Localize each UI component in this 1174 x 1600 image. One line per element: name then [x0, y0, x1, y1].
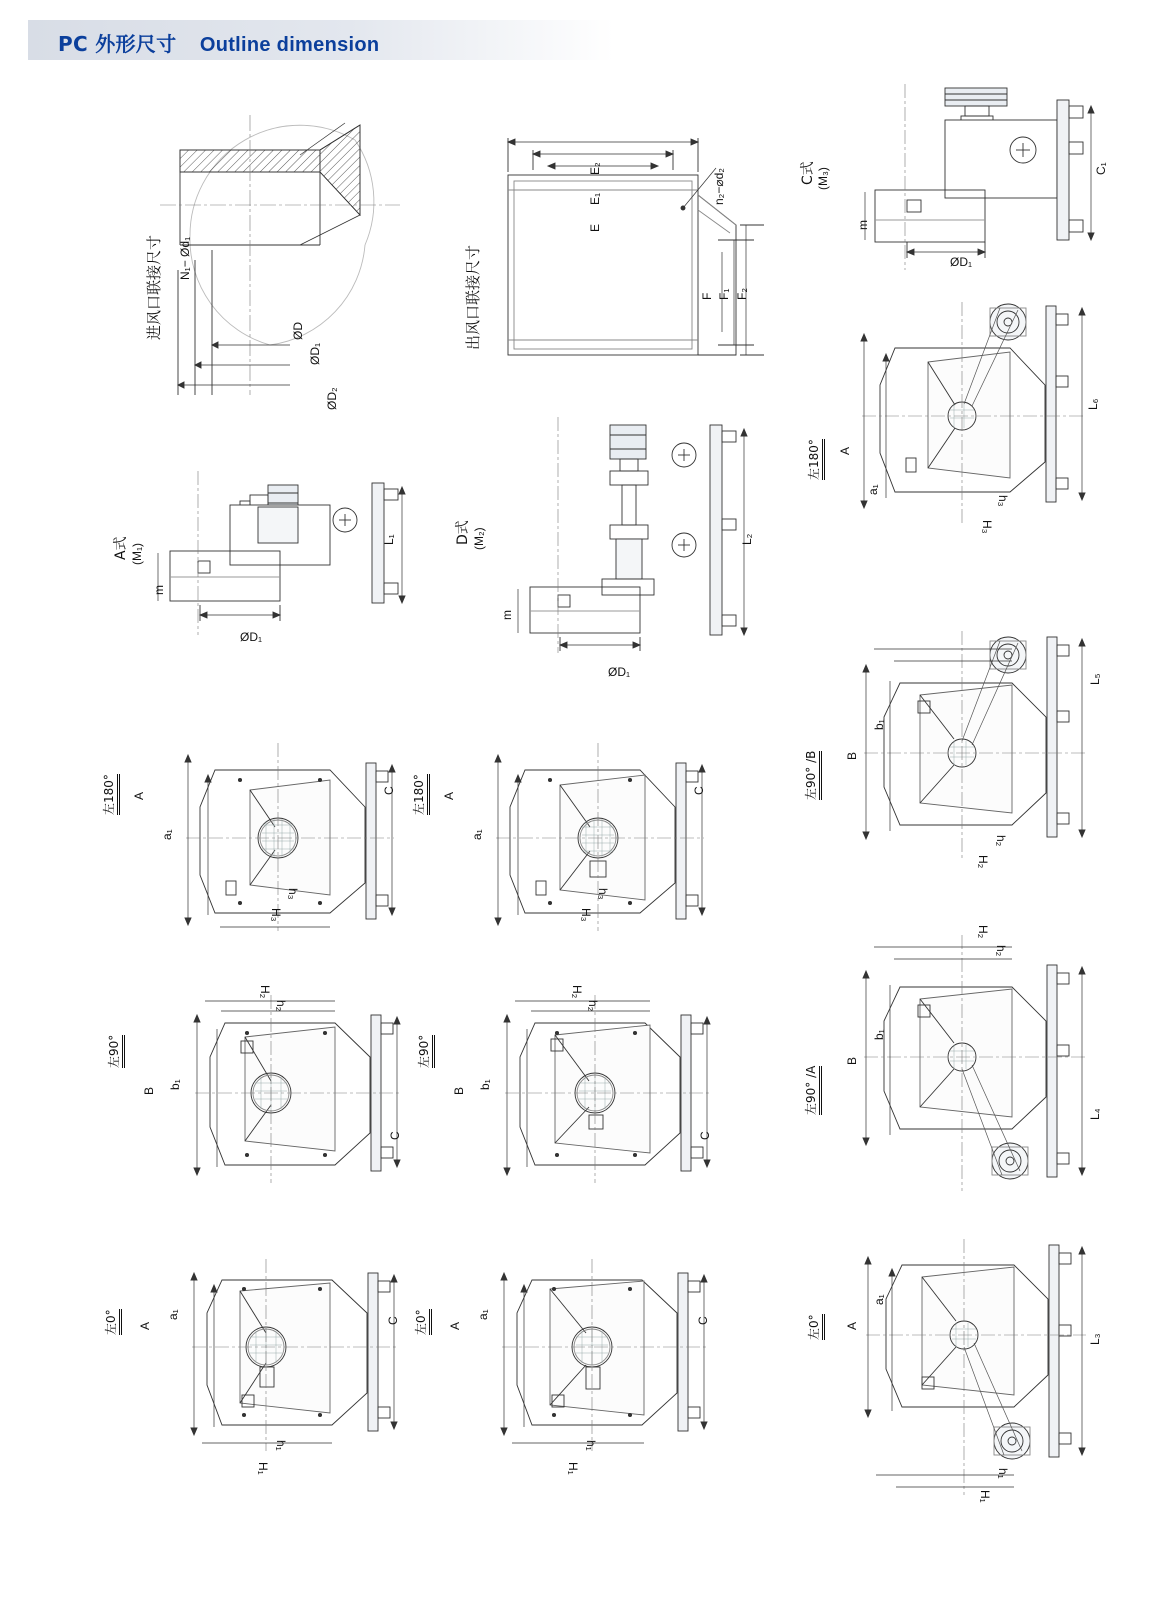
view-left0-col3-label-a: A	[845, 1321, 859, 1330]
view-left180-col2-label-h3: H₃	[579, 908, 593, 922]
view-left0-col3-drawing	[850, 1235, 1090, 1500]
outlet-label-n2d2: n₂−⌀d₂	[712, 168, 726, 205]
outlet-label-e2: E₂	[588, 162, 602, 175]
view-left90-b-col3-label-b: B	[845, 751, 859, 760]
view-left90-b-col3-angle: 左90° /B	[804, 751, 822, 800]
view-a-m1-code: (M₁)	[130, 542, 144, 565]
view-left90-col1-angle: 左90°	[107, 1035, 125, 1068]
view-left90-b-col3-label-h2small: h₂	[994, 835, 1008, 847]
outlet-label-f: F	[700, 292, 714, 300]
view-left90-col2-label-b: B	[452, 1086, 466, 1095]
view-d-m2-label-m: m	[500, 610, 514, 620]
view-left90-b-col3-label-l5: L₅	[1088, 673, 1102, 685]
view-left180-col1-label-h3small: h₃	[286, 888, 300, 900]
page-title	[58, 28, 658, 54]
view-left0-col3-label-h1: H₁	[978, 1490, 992, 1503]
view-left90-col1-label-h2small: h₂	[274, 1000, 288, 1012]
view-left90-col1-label-h2: H₂	[258, 985, 272, 999]
view-a-m1-type: A式	[113, 536, 129, 560]
view-left90-col2-label-h2small: h₂	[586, 1000, 600, 1012]
view-left180-col1-angle: 左180°	[102, 774, 120, 815]
inlet-label-n1d1: N₁− Ød₁	[178, 236, 192, 280]
view-left90-col2-label-b1: b₁	[478, 1079, 492, 1090]
view-left180-col3-label-a1: a₁	[866, 484, 880, 495]
view-left180-col2-label-a1: a₁	[470, 829, 484, 840]
view-left180-col1-label-a1: a₁	[160, 829, 174, 840]
view-left90-col1-label-c: C	[388, 1131, 402, 1140]
view-c-m3-code: (M₃)	[816, 167, 830, 190]
view-left180-col3-label-h3small: h₃	[996, 495, 1010, 507]
view-left180-col2-angle: 左180°	[412, 774, 430, 815]
view-c-m3-label-m: m	[856, 220, 870, 230]
view-left0-col1-label-a1: a₁	[166, 1309, 180, 1320]
outlet-label-f2: F₂	[735, 288, 749, 300]
view-c-m3-label-c1: C₁	[1094, 162, 1108, 175]
view-a-m1-label-l1: L₁	[382, 534, 396, 545]
view-left180-col2-label-a: A	[442, 791, 456, 800]
view-left90-col1-label-b1: b₁	[168, 1079, 182, 1090]
outlet-panel-title: 出风口联接尺寸	[464, 244, 482, 350]
view-left90-col2-label-c: C	[698, 1131, 712, 1140]
view-left180-col1-label-h3: H₃	[269, 908, 283, 922]
view-left180-col2-label-c: C	[692, 786, 706, 795]
view-left180-col1-label-c: C	[382, 786, 396, 795]
view-left180-col3-angle: 左180°	[807, 439, 825, 480]
view-left0-col2-drawing	[492, 1255, 712, 1455]
view-left0-col1-angle: 左0°	[104, 1309, 122, 1335]
view-left0-col3-label-h1small: h₁	[996, 1468, 1010, 1479]
view-left0-col2-label-c: C	[696, 1316, 710, 1325]
view-left90-a-col3-angle: 左90° /A	[804, 1066, 822, 1115]
view-left0-col2-label-a1: a₁	[476, 1309, 490, 1320]
view-left180-col3-label-l6: L₆	[1086, 398, 1100, 410]
view-left180-col3-label-h3: H₃	[980, 520, 994, 534]
view-left0-col2-label-h1: H₁	[566, 1462, 580, 1475]
view-left90-b-col3-drawing	[850, 625, 1090, 865]
view-a-m1-label-d1: ØD₁	[240, 630, 263, 644]
outlet-label-f1: F₁	[717, 288, 731, 300]
view-c-m3-drawing	[845, 80, 1115, 280]
view-left180-col3-label-a: A	[838, 446, 852, 455]
view-left0-col2-label-h1small: h₁	[584, 1440, 598, 1451]
view-left0-col3-label-l3: L₃	[1088, 1333, 1102, 1345]
view-left90-col1-label-b: B	[142, 1086, 156, 1095]
view-left0-col3-label-a1: a₁	[872, 1294, 886, 1305]
view-left90-col2-drawing	[495, 985, 715, 1185]
view-left180-col2-label-h3small: h₃	[596, 888, 610, 900]
outlet-label-e: E	[588, 223, 602, 232]
inlet-label-d2: ØD₂	[325, 387, 339, 410]
view-a-m1-drawing	[140, 465, 410, 645]
view-c-m3-type: C式	[800, 161, 816, 185]
view-left0-col2-angle: 左0°	[414, 1309, 432, 1335]
view-left0-col1-label-a: A	[138, 1321, 152, 1330]
view-left180-col1-drawing	[180, 735, 400, 935]
view-left0-col1-drawing	[182, 1255, 402, 1455]
inlet-label-d: ØD	[291, 322, 305, 340]
view-d-m2-label-l2: L₂	[740, 533, 754, 545]
view-a-m1-label-m: m	[152, 585, 166, 595]
view-left90-a-col3-label-h2small: h₂	[994, 945, 1008, 957]
outlet-connection-drawing	[478, 120, 768, 420]
view-left90-a-col3-drawing	[850, 925, 1090, 1195]
page-title-en: Outline dimension	[199, 34, 380, 56]
view-left90-col2-angle: 左90°	[417, 1035, 435, 1068]
view-left0-col1-label-h1small: h₁	[274, 1440, 288, 1451]
view-left0-col1-label-h1: H₁	[256, 1462, 270, 1475]
inlet-panel-title: 进风口联接尺寸	[145, 234, 163, 340]
view-c-m3-label-d1: ØD₁	[950, 255, 973, 269]
view-left90-col1-drawing	[185, 985, 405, 1185]
view-left90-col2-label-h2: H₂	[570, 985, 584, 999]
view-left0-col2-label-a: A	[448, 1321, 462, 1330]
view-left90-a-col3-label-b: B	[845, 1056, 859, 1065]
view-left90-a-col3-label-l4: L₄	[1088, 1108, 1102, 1120]
view-left0-col1-label-c: C	[386, 1316, 400, 1325]
view-left90-b-col3-label-b1: b₁	[872, 719, 886, 730]
inlet-label-d1: ØD₁	[308, 342, 322, 365]
view-d-m2-label-d1: ØD₁	[608, 665, 631, 679]
view-d-m2-type: D式	[455, 520, 471, 545]
view-left180-col1-label-a: A	[132, 791, 146, 800]
view-left90-b-col3-label-h2: H₂	[976, 855, 990, 869]
view-left180-col3-drawing	[850, 300, 1090, 530]
outlet-label-e1: E₁	[588, 192, 602, 205]
view-left180-col2-drawing	[490, 735, 710, 935]
view-left90-a-col3-label-h2: H₂	[976, 925, 990, 939]
view-left90-a-col3-label-b1: b₁	[872, 1029, 886, 1040]
view-left0-col3-angle: 左0°	[807, 1314, 825, 1340]
page-title-cn: PC 外形尺寸	[58, 32, 177, 56]
view-d-m2-code: (M₂)	[472, 527, 486, 550]
